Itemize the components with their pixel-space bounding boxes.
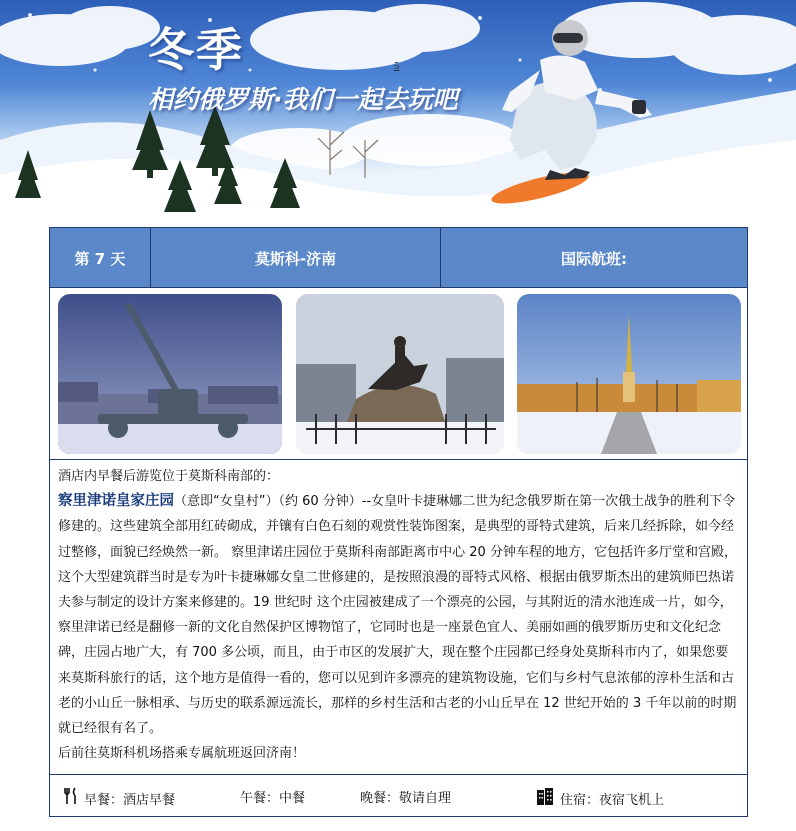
attraction-name: 察里津诺皇家庄园 <box>58 493 174 510</box>
dinner-label: 晚餐：敬请自理 <box>360 791 452 806</box>
closing-line: 后前往莫斯科机场搭乘专属航班返回济南！ <box>58 746 306 762</box>
banner-title: 冬季 <box>148 23 244 77</box>
breakfast-info <box>64 787 175 809</box>
attraction-description: --女皇叶卡捷琳娜二世为纪念俄罗斯在第一次俄土战争的胜利下令修建的。这些建筑全部用红砖砌成，并镶有白色石刻的观赏性装饰图案，是典型的哥特式建筑，后来几经拆除，如今经过整修，面貌已经焕然一新。 察里津诺庄园位于莫斯科南部距离市中心 20 分钟车程的地方，它包括许多厅堂和宫殿，这个大型建筑群当时是专为叶卡捷琳娜女皇二世修建的，是按照浪漫的哥特式风格、根据由俄罗斯杰出的建筑师巴热诺夫参与制定的设计方案来修建的。19 世纪时 这个庄园被建成了一个漂亮的公园，与其附近的清水池连成一片，如今，察里津诺已经是翻修一新的文化自然保护区博物馆了，它同时也是一座景色宜人、美丽如画的俄罗斯历史和文化纪念碑，庄园占地广大，有 700 多公顷，而且，由于市区的发展扩大，现在整个庄园都已经身处莫斯科市内了，如果您要来莫斯科旅行的话，这个地方是值得一看的，您可以见到许多漂亮的建筑物设施，它们与乡村气息浓郁的淳朴生活和古老的小山丘一脉相承、与历史的联系源远流长，那样的乡村生活和古老的小山丘早在 12 世纪开始的 3 千年以前的时期就已经很有名了。 <box>58 494 737 737</box>
route-label: 莫斯科-济南 <box>151 228 441 288</box>
bronze-horseman-statue-photo <box>296 294 504 454</box>
attraction-detail: （意即“女皇村”）（约 60 分钟） <box>174 494 362 510</box>
dinner-info <box>360 787 451 806</box>
lodging-info <box>536 787 664 809</box>
winter-banner <box>0 0 796 218</box>
itinerary-table <box>49 227 748 817</box>
lunch-label: 午餐：中餐 <box>240 791 306 806</box>
lodging-label: 住宿：夜宿飞机上 <box>560 792 665 808</box>
attraction-paragraph <box>58 489 739 741</box>
page-marker: 5 <box>394 60 400 72</box>
intro-line: 酒店内早餐后游览位于莫斯科南部的： <box>58 469 280 484</box>
itinerary-header <box>50 228 747 288</box>
meals-row <box>50 776 747 816</box>
photo-row <box>50 288 747 460</box>
flight-label: 国际航班: <box>561 249 627 268</box>
breakfast-label: 早餐：酒店早餐 <box>84 792 176 808</box>
anti-aircraft-gun-photo <box>58 294 282 454</box>
hotel-building-icon <box>536 787 554 809</box>
day-description <box>50 461 747 775</box>
day-label: 第 7 天 <box>50 228 151 288</box>
fortress-spire-photo <box>517 294 741 454</box>
banner-subtitle: 相约俄罗斯·我们一起去玩吧 <box>148 85 458 114</box>
lunch-info <box>240 787 305 806</box>
fork-knife-icon <box>64 787 78 809</box>
